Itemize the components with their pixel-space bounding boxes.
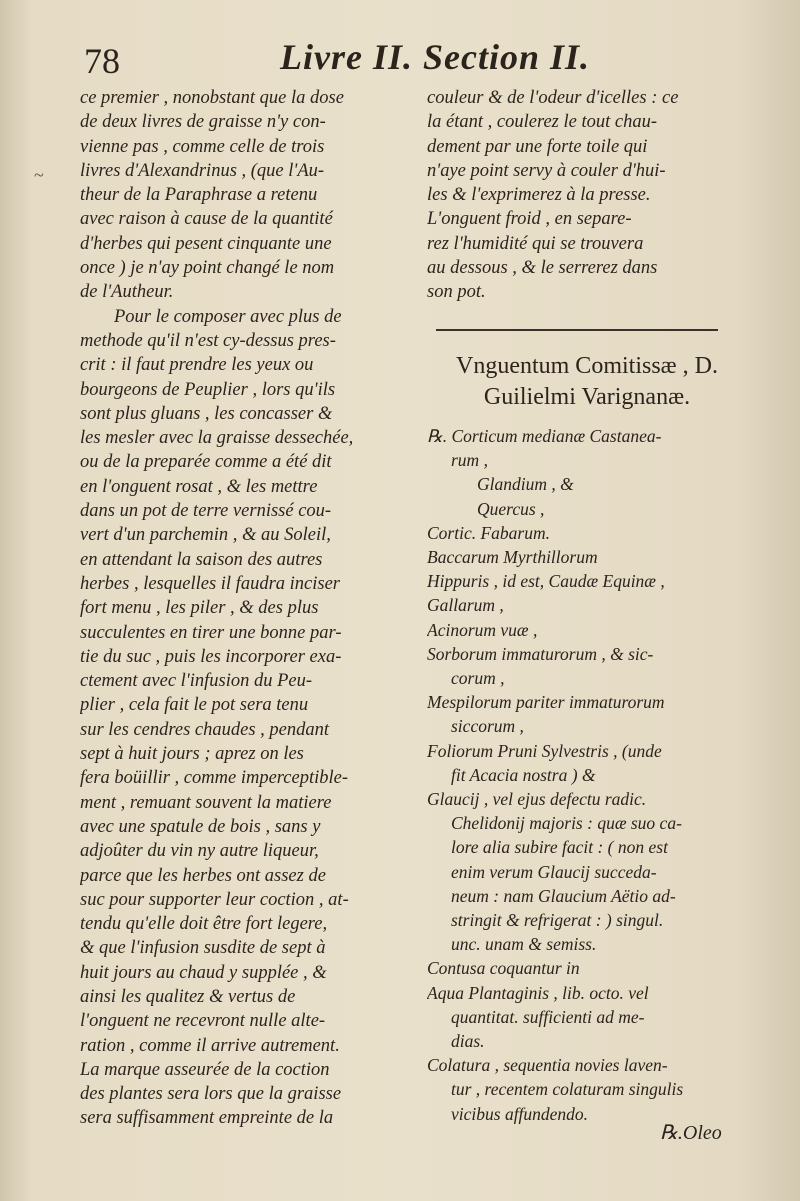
margin-mark: ~ <box>34 165 44 185</box>
text-line: adjoûter du vin ny autre liqueur, <box>80 841 319 862</box>
text-line: des plantes sera lors que la graisse <box>80 1084 342 1105</box>
page-number: 78 <box>84 41 120 81</box>
text-line: ment , remuant souvent la matiere <box>80 792 332 813</box>
text-line: les & l'exprimerez à la presse. <box>427 185 651 206</box>
recipe-line: dias. <box>451 1031 485 1052</box>
recipe-line: tur , recentem colaturam singulis <box>451 1079 684 1100</box>
text-line: la étant , coulerez le tout chau- <box>427 112 657 133</box>
right-column-top <box>427 86 737 305</box>
text-line: fort menu , les piler , & des plus <box>80 598 319 619</box>
text-line: & que l'infusion susdite de sept à <box>80 938 326 959</box>
recipe-line: enim verum Glaucij succeda- <box>451 861 657 882</box>
text-line: de l'Autheur. <box>80 282 174 303</box>
text-line: de deux livres de graisse n'y con- <box>80 112 326 133</box>
text-line: sept à huit jours ; aprez on les <box>80 744 304 765</box>
text-line: once ) je n'ay point changé le nom <box>80 258 335 279</box>
section-heading-line2: Guilielmi Varignanæ. <box>483 384 691 410</box>
recipe-line: Hippuris , id est, Caudæ Equinæ , <box>427 571 665 592</box>
text-line: les mesler avec la graisse dessechée, <box>80 428 354 449</box>
recipe-line: Acinorum vuæ , <box>427 619 538 640</box>
text-line: sur les cendres chaudes , pendant <box>80 719 330 740</box>
text-line: La marque asseurée de la coction <box>80 1059 330 1080</box>
left-column <box>80 86 405 1131</box>
text-line: ration , comme il arrive autrement. <box>80 1035 340 1056</box>
recipe-line: Quercus , <box>477 498 545 519</box>
recipe-line: Gallarum , <box>427 595 504 616</box>
text-line: ctement avec l'infusion du Peu- <box>80 671 313 692</box>
recipe-line: corum , <box>451 668 505 689</box>
recipe-line: stringit & refrigerat : ) singul. <box>451 910 664 931</box>
text-line: avec une spatule de bois , sans y <box>80 816 321 837</box>
text-line: ou de la preparée comme a été dit <box>80 452 332 473</box>
text-line: rez l'humidité qui se trouvera <box>427 233 644 254</box>
text-line: suc pour supporter leur coction , at- <box>80 889 349 910</box>
recipe-line: rum , <box>451 450 488 471</box>
text-line: en attendant la saison des autres <box>80 549 323 570</box>
text-line: au dessous , & le serrerez dans <box>427 258 658 279</box>
text-line: d'herbes qui pesent cinquante une <box>80 233 332 254</box>
text-line: crit : il faut prendre les yeux ou <box>80 355 314 376</box>
text-line: n'aye point servy à couler d'hui- <box>427 160 666 181</box>
text-line: vienne pas , comme celle de trois <box>80 136 325 157</box>
text-line: avec raison à cause de la quantité <box>80 209 333 230</box>
running-head: Livre II. Section II. <box>280 37 591 77</box>
text-line: herbes , lesquelles il faudra inciser <box>80 573 340 594</box>
text-line: ce premier , nonobstant que la dose <box>80 88 344 108</box>
text-line: plier , cela fait le pot sera tenu <box>80 695 309 716</box>
recipe-line: Sorborum immaturorum , & sic- <box>427 643 654 664</box>
text-line: l'onguent ne recevront nulle alte- <box>80 1011 326 1032</box>
recipe-list <box>427 424 742 1126</box>
recipe-line: lore alia subire facit : ( non est <box>451 837 668 858</box>
recipe-line: Glandium , & <box>477 474 574 495</box>
catchword: ℞.Oleo <box>660 1122 722 1144</box>
recipe-line: Cortic. Fabarum. <box>427 522 550 543</box>
text-line: huit jours au chaud y supplée , & <box>80 962 327 983</box>
text-line: ainsi les qualitez & vertus de <box>80 986 296 1007</box>
text-line: en l'onguent rosat , & les mettre <box>80 476 318 497</box>
text-line: couleur & de l'odeur d'icelles : ce <box>427 88 679 108</box>
recipe-line: unc. unam & semiss. <box>451 934 597 955</box>
recipe-line: Foliorum Pruni Sylvestris , (unde <box>427 740 662 761</box>
text-line: succulentes en tirer une bonne par- <box>80 622 342 643</box>
text-line: bourgeons de Peuplier , lors qu'ils <box>80 379 336 400</box>
text-line: dement par une forte toile qui <box>427 136 648 157</box>
text-line: Pour le composer avec plus de <box>114 306 342 327</box>
recipe-line: neum : nam Glaucium Aëtio ad- <box>451 885 676 906</box>
recipe-line: siccorum , <box>451 716 524 737</box>
recipe-line: vicibus affundendo. <box>451 1103 589 1124</box>
text-line: methode qu'il n'est cy-dessus pres- <box>80 330 336 351</box>
section-heading-line1: Vnguentum Comitissæ , D. <box>455 353 719 379</box>
text-line: livres d'Alexandrinus , (que l'Au- <box>80 160 325 181</box>
recipe-line: Glaucij , vel ejus defectu radic. <box>427 789 647 810</box>
text-line: L'onguent froid , en separe- <box>427 209 632 230</box>
text-line: dans un pot de terre vernissé cou- <box>80 501 332 522</box>
text-line: sera suffisamment empreinte de la <box>80 1108 334 1129</box>
recipe-line: Colatura , sequentia novies laven- <box>427 1055 668 1076</box>
recipe-line: Chelidonij majoris : quæ suo ca- <box>451 813 682 834</box>
text-line: son pot. <box>427 282 486 303</box>
text-line: vert d'un parchemin , & au Soleil, <box>80 525 331 546</box>
recipe-line: Baccarum Myrthillorum <box>427 547 598 568</box>
recipe-line: fit Acacia nostra ) & <box>451 764 596 785</box>
text-line: sont plus gluans , les concasser & <box>80 403 333 424</box>
text-line: theur de la Paraphrase a retenu <box>80 185 318 206</box>
recipe-line: Contusa coquantur in <box>427 958 580 979</box>
text-line: tie du suc , puis les incorporer exa- <box>80 646 342 667</box>
text-line: parce que les herbes ont assez de <box>80 865 326 886</box>
text-line: tendu qu'elle doit être fort legere, <box>80 914 328 935</box>
page-header <box>80 34 720 84</box>
section-divider <box>436 329 718 331</box>
recipe-line: Mespilorum pariter immaturorum <box>427 692 665 713</box>
recipe-line: quantitat. sufficienti ad me- <box>451 1006 645 1027</box>
text-line: fera boüillir , comme imperceptible- <box>80 768 349 789</box>
recipe-line: ℞. Corticum medianæ Castanea- <box>427 426 662 446</box>
recipe-line: Aqua Plantaginis , lib. octo. vel <box>427 982 649 1003</box>
